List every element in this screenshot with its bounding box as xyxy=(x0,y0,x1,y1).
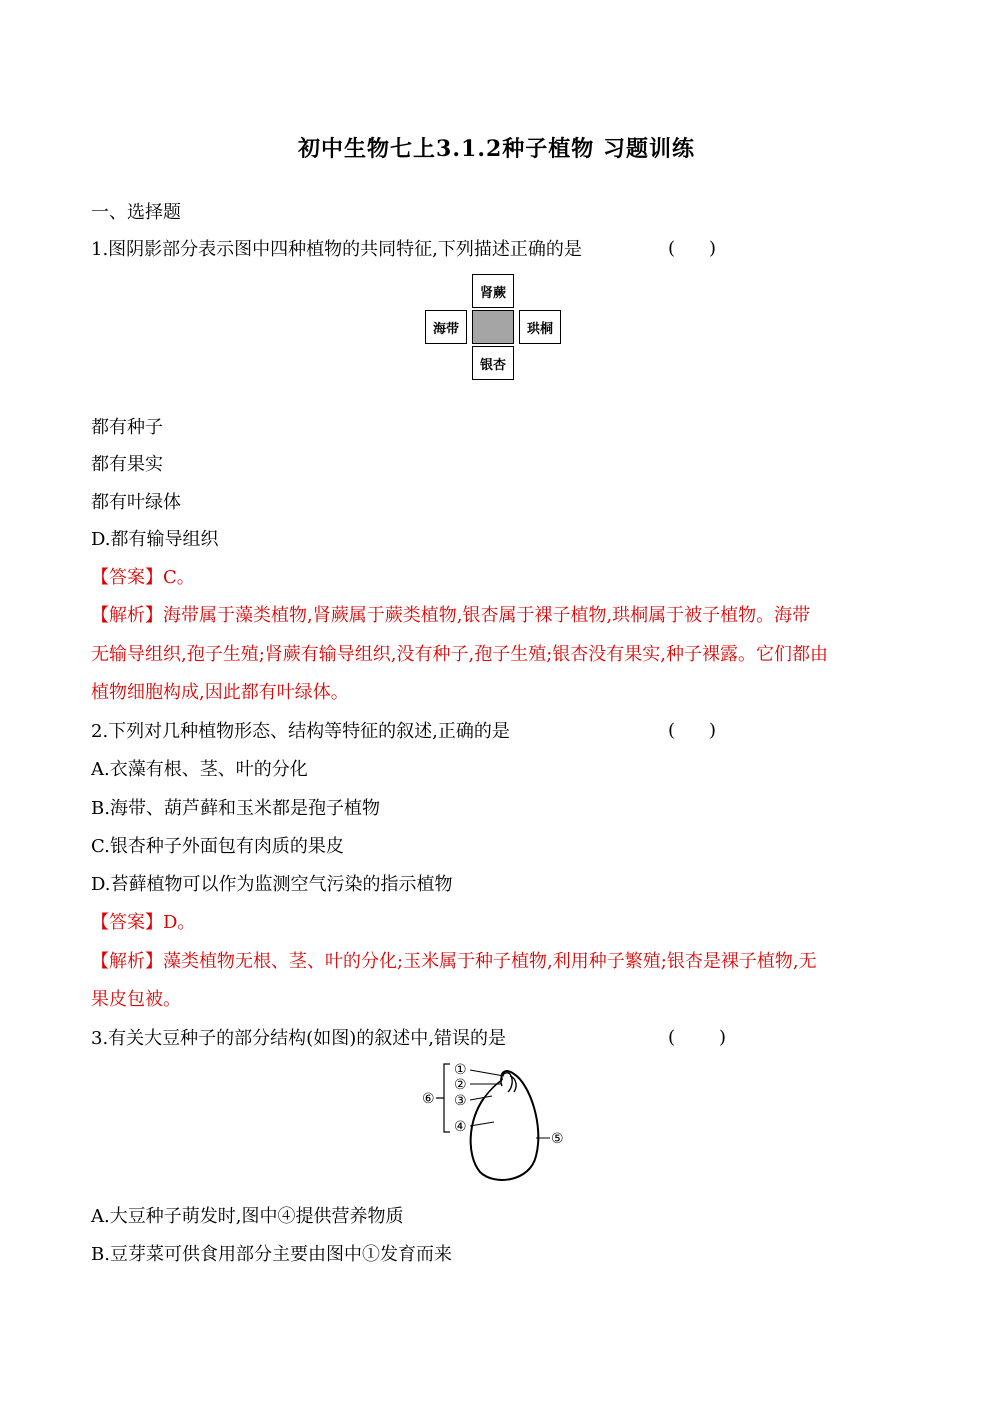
question-1-answer: 【答案】C。 xyxy=(91,567,195,588)
question-1-option-d: D.都有输导组织 xyxy=(91,529,219,550)
label-4: ④ xyxy=(454,1119,467,1135)
seed-coat-outline xyxy=(471,1071,539,1180)
plant-cross-diagram xyxy=(425,274,569,380)
diagram-shaded-center xyxy=(472,310,514,344)
question-1-analysis-line-1: 【解析】海带属于藻类植物,肾蕨属于蕨类植物,银杏属于裸子植物,珙桐属于被子植物。海带 xyxy=(91,605,811,626)
question-2-option-a: A.衣藻有根、茎、叶的分化 xyxy=(91,759,308,780)
question-2-option-b: B.海带、葫芦藓和玉米都是孢子植物 xyxy=(91,798,380,819)
question-1-analysis-line-2: 无输导组织,孢子生殖;肾蕨有输导组织,没有种子,孢子生殖;银杏没有果实,种子裸露。它们都由 xyxy=(91,644,829,665)
question-1-paren xyxy=(668,238,716,259)
section-heading: 一、选择题 xyxy=(91,202,181,223)
paren-close: ) xyxy=(709,238,717,259)
paren-close: ) xyxy=(719,1027,727,1048)
diagram-cell-left: 海带 xyxy=(425,310,467,344)
embryo-radicle xyxy=(484,1080,502,1098)
label-3: ③ xyxy=(454,1093,467,1109)
paren-open: ( xyxy=(668,238,676,259)
question-3-option-a: A.大豆种子萌发时,图中④提供营养物质 xyxy=(91,1206,404,1227)
paren-close: ) xyxy=(709,720,717,741)
label-5: ⑤ xyxy=(551,1131,564,1147)
diagram-cell-top: 肾蕨 xyxy=(472,274,514,308)
question-3-stem: 3.有关大豆种子的部分结构(如图)的叙述中,错误的是 xyxy=(91,1028,506,1049)
paren-open: ( xyxy=(668,1027,676,1048)
label-2: ② xyxy=(454,1077,467,1093)
question-1-stem: 1.图阴影部分表示图中四种植物的共同特征,下列描述正确的是 xyxy=(91,239,582,260)
question-2-answer: 【答案】D。 xyxy=(91,912,196,933)
diagram-cell-bottom: 银杏 xyxy=(472,346,514,380)
question-3-paren xyxy=(668,1027,726,1048)
question-2-option-c: C.银杏种子外面包有肉质的果皮 xyxy=(91,836,344,857)
label-1: ① xyxy=(454,1062,467,1078)
question-2-paren xyxy=(668,720,716,741)
soybean-seed-diagram xyxy=(422,1060,572,1184)
question-1-option-c: 都有叶绿体 xyxy=(91,492,181,513)
question-1-option-a: 都有种子 xyxy=(91,417,163,438)
page-title: 初中生物七上3.1.2种子植物 习题训练 xyxy=(298,136,695,162)
question-1-option-b: 都有果实 xyxy=(91,454,163,475)
paren-open: ( xyxy=(668,720,676,741)
question-3-option-b: B.豆芽菜可供食用部分主要由图中①发育而来 xyxy=(91,1244,452,1265)
question-2-option-d: D.苔藓植物可以作为监测空气污染的指示植物 xyxy=(91,874,453,895)
question-2-stem: 2.下列对几种植物形态、结构等特征的叙述,正确的是 xyxy=(91,721,510,742)
question-1-analysis-line-3: 植物细胞构成,因此都有叶绿体。 xyxy=(91,682,349,703)
question-2-analysis-line-2: 果皮包被。 xyxy=(91,989,181,1010)
question-2-analysis-line-1: 【解析】藻类植物无根、茎、叶的分化;玉米属于种子植物,利用种子繁殖;银杏是裸子植物,无 xyxy=(91,951,817,972)
label-6: ⑥ xyxy=(422,1091,435,1107)
label-6-brace xyxy=(436,1064,450,1132)
diagram-cell-right: 珙桐 xyxy=(519,310,561,344)
